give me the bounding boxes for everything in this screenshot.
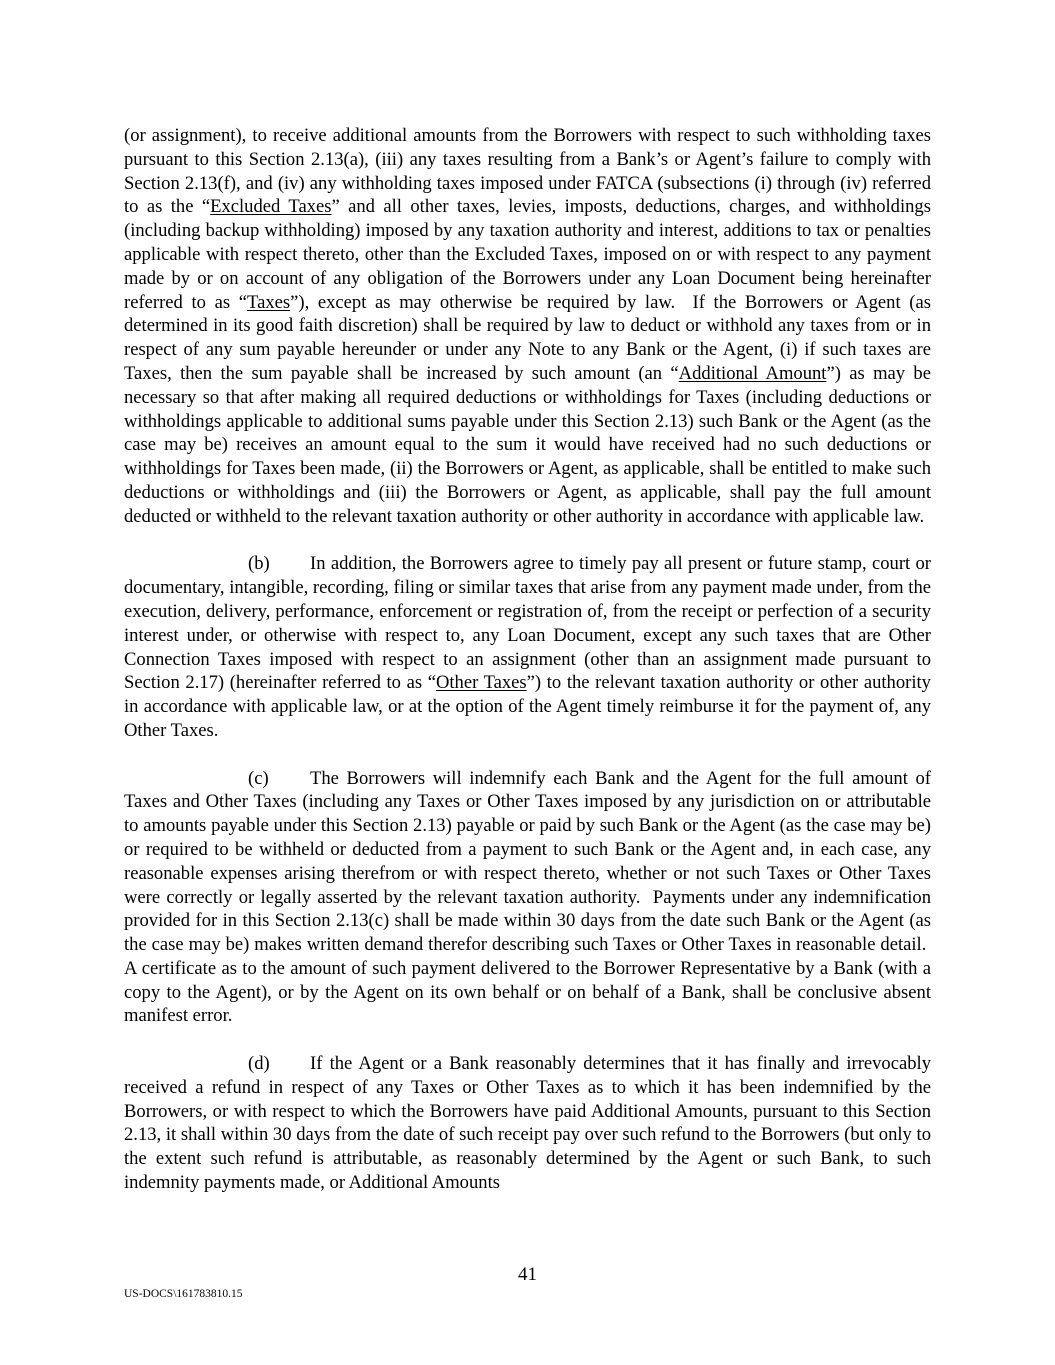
paragraph-b-text-1: In addition, the Borrowers agree to timely pay all present or future stamp, court or documentary, intangible, recording, filing or similar taxes that arise from any payment made under, from the execution, delivery, performance, enforcement or registration of, from the receipt or perfection of a security interest under, or otherwise with respect to, any Loan Document, except any such taxes that are Other Connection Taxes imposed with respect to an assignment (other than an assignment made pursuant to Section 2.17) (hereinafter referred to as “	[124, 553, 931, 694]
paragraph-a-text-1: (or assignment), to receive additional amounts from the Borrowers with respect to such withholding taxes pursuant to this Section 2.13(a), (iii) any taxes resulting from a Bank’s or Agent’s failure to comply with Section 2.13(f), and (iv) any withholding taxes imposed under FATCA (subsections (i) through (iv) referred to as the “	[124, 125, 931, 218]
paragraph-d-label: (d)	[248, 1053, 270, 1075]
paragraph-d	[124, 1052, 931, 1195]
defined-term-other-taxes: Other Taxes	[435, 672, 527, 694]
document-body	[124, 124, 931, 1219]
paragraph-a-text-4: ”) as may be necessary so that after making all required deductions or withholdings for Taxes (including deductions or withholdings applicable to additional sums payable under this Section 2.13) such Bank or the Agent (as the case may be) receives an amount equal to the sum it would have received had no such deductions or withholdings for Taxes been made, (ii) the Borrowers or Agent, as applicable, shall be entitled to make such deductions or withholdings and (iii) the Borrowers or Agent, as applicable, shall pay the full amount deducted or withheld to the relevant taxation authority or other authority in accordance with applicable law.	[124, 362, 931, 527]
page-number: 41	[518, 1264, 537, 1285]
paragraph-a-text-2: ” and all other taxes, levies, imposts, deductions, charges, and withholdings (including backup withholding) imposed by any taxation authority and interest, additions to tax or penalties applicable with respect thereto, other than the Excluded Taxes, imposed on or with respect to any payment made by or on account of any obligation of the Borrowers under any Loan Document being hereinafter referred to as “	[124, 196, 931, 313]
paragraph-a-continued	[124, 124, 931, 529]
defined-term-excluded-taxes: Excluded Taxes	[210, 196, 332, 218]
paragraph-a-text-3: ”), except as may otherwise be required by law. If the Borrowers or Agent (as determined in its good faith discretion) shall be required by law to deduct or withhold any taxes from or in respect of any sum payable hereunder or under any Note to any Bank or the Agent, (i) if such taxes are Taxes, then the sum payable shall be increased by such amount (an “	[124, 291, 931, 384]
document-id: US-DOCS\161783810.15	[124, 1288, 243, 1300]
defined-term-taxes: Taxes	[247, 291, 291, 313]
paragraph-b-label: (b)	[248, 553, 270, 575]
paragraph-b-text-2: ”) to the relevant taxation authority or other authority in accordance with applicable law, or at the option of the Agent timely reimburse it for the payment of, any Other Taxes.	[124, 672, 931, 741]
paragraph-c-label: (c)	[248, 767, 269, 789]
paragraph-b	[124, 552, 931, 742]
paragraph-d-text: If the Agent or a Bank reasonably determines that it has finally and irrevocably received a refund in respect of any Taxes or Other Taxes as to which it has been indemnified by the Borrowers, or with respect to which the Borrowers have paid Additional Amounts, pursuant to this Section 2.13, it shall within 30 days from the date of such receipt pay over such refund to the Borrowers (but only to the extent such refund is attributable, as reasonably determined by the Agent or such Bank, to such indemnity payments made, or Additional Amounts	[124, 1053, 931, 1194]
paragraph-c	[124, 767, 931, 1029]
defined-term-additional-amount: Additional Amount	[678, 362, 827, 384]
paragraph-c-text: The Borrowers will indemnify each Bank and the Agent for the full amount of Taxes and Other Taxes (including any Taxes or Other Taxes imposed by any jurisdiction on or attributable to amounts payable under this Section 2.13) payable or paid by such Bank or the Agent (as the case may be) or required to be withheld or deducted from a payment to such Bank or the Agent and, in each case, any reasonable expenses arising therefrom or with respect thereto, whether or not such Taxes or Other Taxes were correctly or legally asserted by the relevant taxation authority. Payments under any indemnification provided for in this Section 2.13(c) shall be made within 30 days from the date such Bank or the Agent (as the case may be) makes written demand therefor describing such Taxes or Other Taxes in reasonable detail. A certificate as to the amount of such payment delivered to the Borrower Representative by a Bank (with a copy to the Agent), or by the Agent on its own behalf or on behalf of a Bank, shall be conclusive absent manifest error.	[124, 767, 931, 1027]
